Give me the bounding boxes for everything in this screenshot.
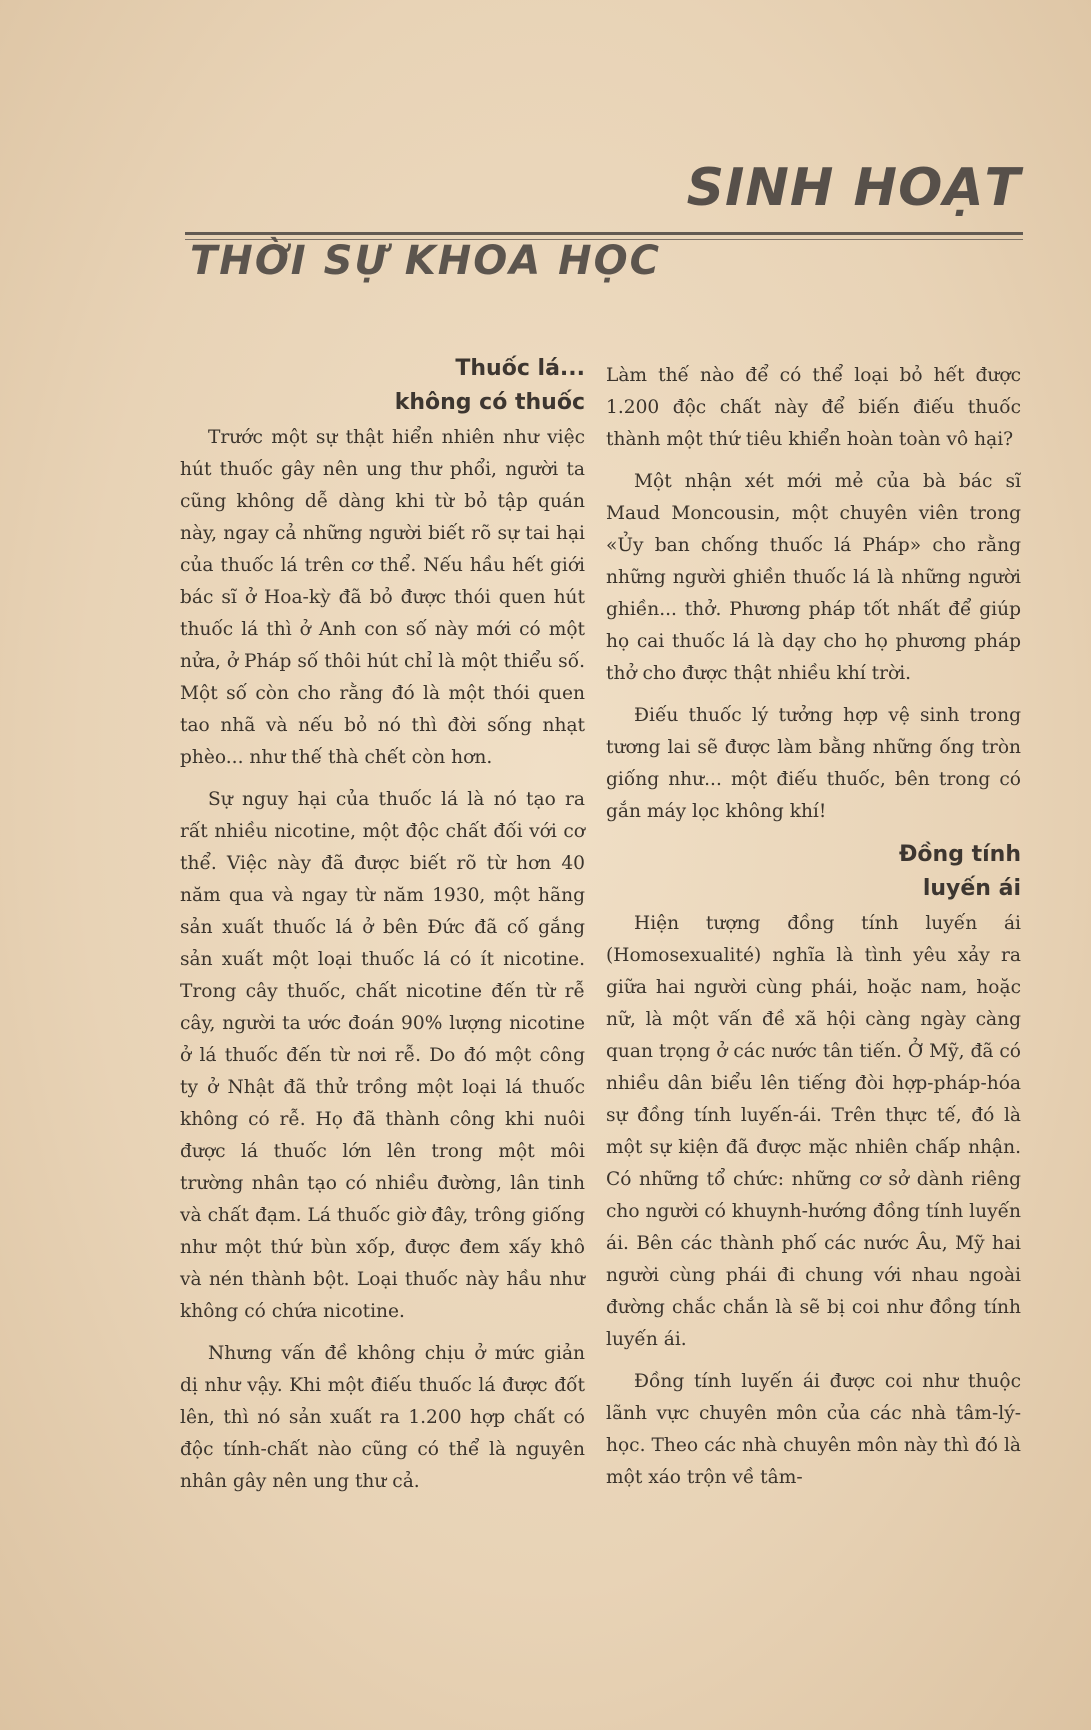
paragraph: Một nhận xét mới mẻ của bà bác sĩ Maud Moncousin, một chuyên viên trong «Ủy ban chống thuốc lá Pháp» cho rằng những người ghiền thuốc lá là những người ghiền... thở. Phương pháp tốt nhất để giúp họ cai thuốc lá là dạy cho họ phương pháp thở cho được thật nhiều khí trời.: [606, 471, 1021, 684]
paragraph-continued: Làm thế nào để có thể loại bỏ hết được 1.200 độc chất này để biến điếu thuốc thành một thứ tiêu khiển hoàn toàn vô hại?: [606, 365, 1021, 450]
paragraph: Nhưng vấn đề không chịu ở mức giản dị như vậy. Khi một điếu thuốc lá được đốt lên, thì nó sản xuất ra 1.200 hợp chất có độc tính-chất nào cũng có thể là nguyên nhân gây nên ung thư cả.: [180, 1343, 585, 1492]
paragraph: Đồng tính luyến ái được coi như thuộc lãnh vực chuyên môn của các nhà tâm-lý-học. Theo các nhà chuyên môn này thì đó là một xáo trộn về tâm-: [606, 1371, 1021, 1488]
section-title: SINH HOẠT: [686, 158, 1021, 218]
heading-line: Đồng tính: [899, 842, 1021, 867]
header-rule: [185, 232, 1023, 235]
column-title: THỜI SỰ KHOA HỌC: [190, 238, 661, 284]
paragraph: Sự nguy hại của thuốc lá là nó tạo ra rất nhiều nicotine, một độc chất đối với cơ thể. Việc này đã được biết rõ từ hơn 40 năm qua và ngay từ năm 1930, một hãng sản xuất thuốc lá ở bên Đức đã cố gắng sản xuất một loại thuốc lá có ít nicotine. Trong cây thuốc, chất nicotine đến từ rễ cây, người ta ước đoán 90% lượng nicotine ở lá thuốc đến từ nơi rễ. Do đó một công ty ở Nhật đã thử trồng một loại lá thuốc không có rễ. Họ đã thành công khi nuôi được lá thuốc lớn lên trong một môi trường nhân tạo có nhiều đường, lân tinh và chất đạm. Lá thuốc giờ đây, trông giống như một thứ bùn xốp, được đem xấy khô và nén thành bột. Loại thuốc này hầu như không có chứa nicotine.: [180, 789, 585, 1322]
article-heading-homosexuality: [606, 838, 1021, 906]
right-column: [606, 360, 1021, 1504]
article-heading-tobacco: [180, 352, 585, 420]
paragraph: Trước một sự thật hiển nhiên như việc hút thuốc gây nên ung thư phổi, người ta cũng không dễ dàng khi từ bỏ tập quán này, ngay cả những người biết rõ sự tai hại của thuốc lá trên cơ thể. Nếu hầu hết giới bác sĩ ở Hoa-kỳ đã bỏ được thói quen hút thuốc lá thì ở Anh con số này mới có một nửa, ở Pháp số thôi hút chỉ là một thiểu số. Một số còn cho rằng đó là một thói quen tao nhã và nếu bỏ nó thì đời sống nhạt phèo... như thế thà chết còn hơn.: [180, 427, 585, 768]
left-column: [180, 352, 585, 1508]
heading-line: luyến ái: [922, 876, 1021, 901]
paragraph: Điếu thuốc lý tưởng hợp vệ sinh trong tương lai sẽ được làm bằng những ống tròn giống như... một điếu thuốc, bên trong có gắn máy lọc không khí!: [606, 705, 1021, 822]
heading-line: Thuốc lá...: [455, 356, 585, 381]
paragraph: Hiện tượng đồng tính luyến ái (Homosexualité) nghĩa là tình yêu xảy ra giữa hai người cùng phái, hoặc nam, hoặc nữ, là một vấn đề xã hội càng ngày càng quan trọng ở các nước tân tiến. Ở Mỹ, đã có nhiều dân biểu lên tiếng đòi hợp-pháp-hóa sự đồng tính luyến-ái. Trên thực tế, đó là một sự kiện đã được mặc nhiên chấp nhận. Có những tổ chức: những cơ sở dành riêng cho người có khuynh-hướng đồng tính luyến ái. Bên các thành phố các nước Âu, Mỹ hai người cùng phái đi chung với nhau ngoài đường chắc chắn là sẽ bị coi như đồng tính luyến ái.: [606, 913, 1021, 1350]
heading-line: không có thuốc: [394, 390, 585, 415]
